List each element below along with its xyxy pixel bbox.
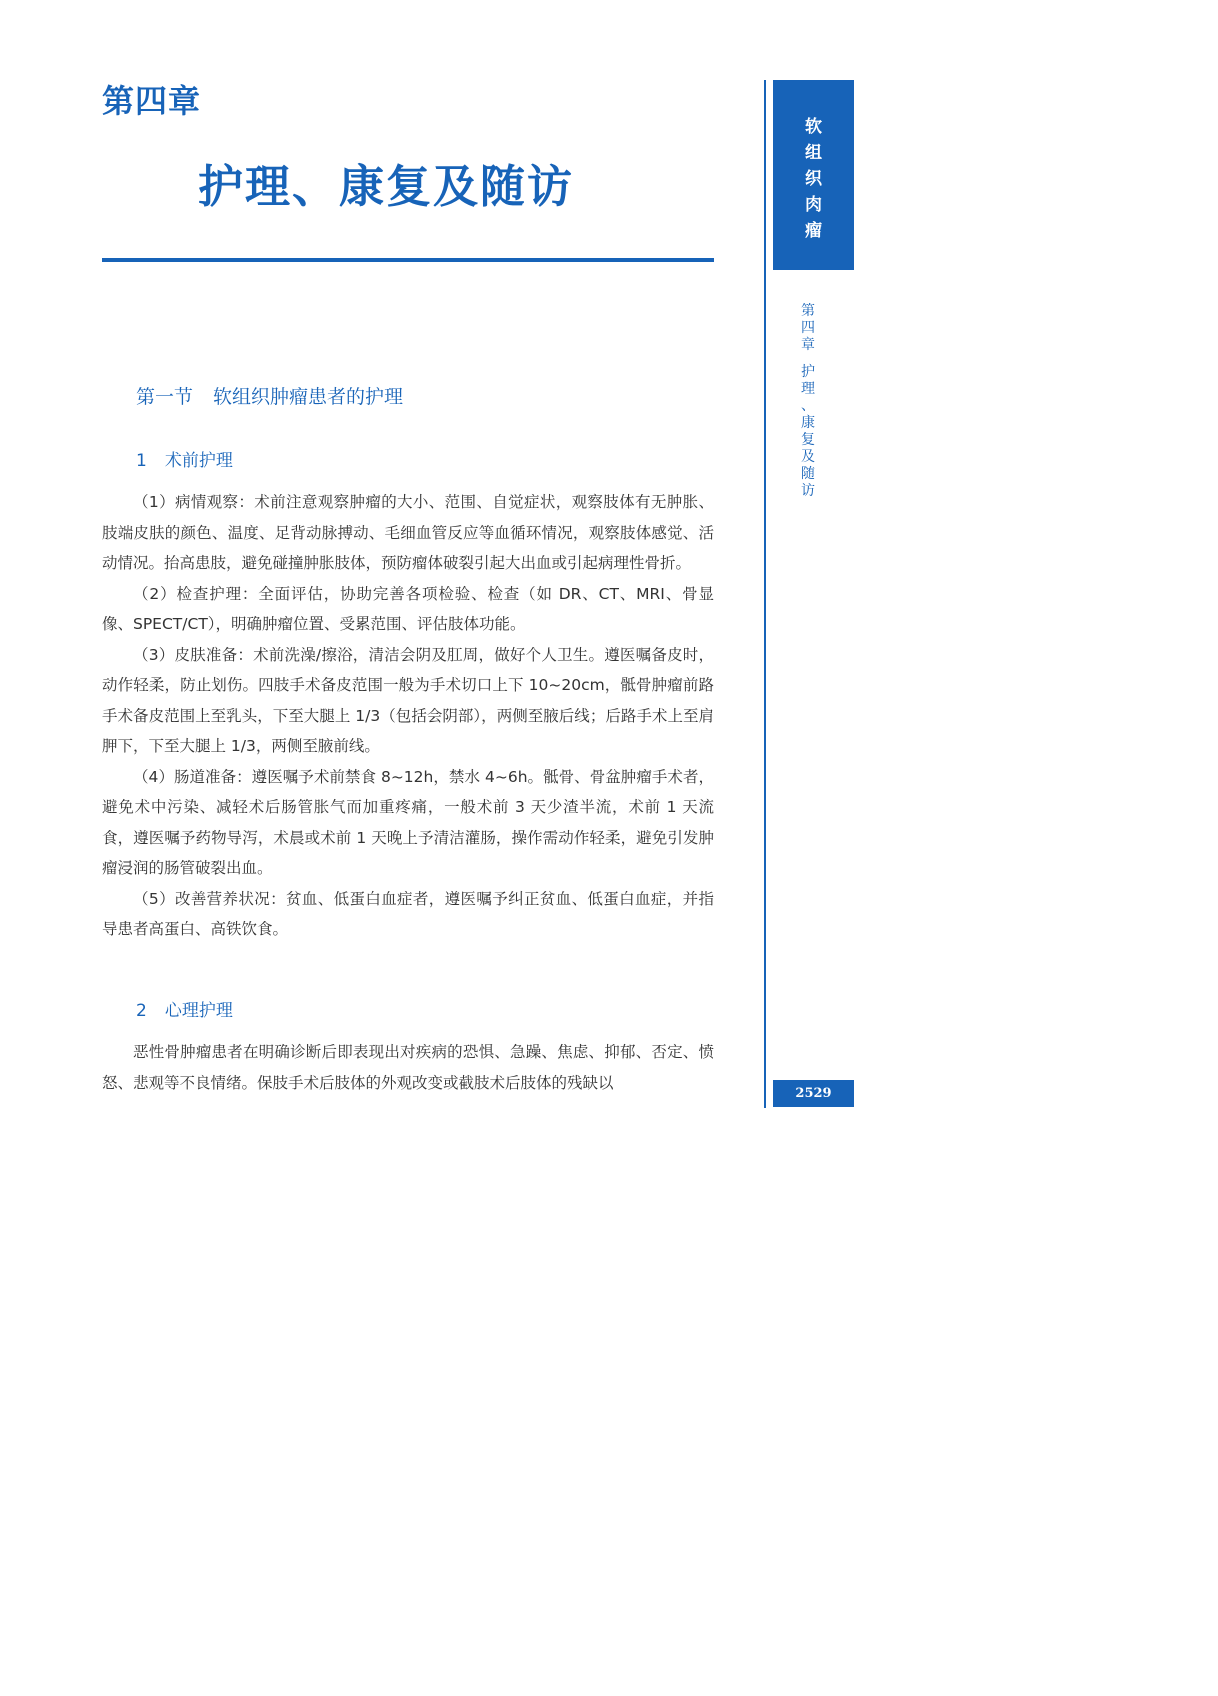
subheading-title: 心理护理	[164, 1001, 233, 1021]
subheading-number: 1	[136, 451, 147, 471]
side-tab-char: 瘤	[805, 221, 822, 241]
side-tab-char: 织	[805, 169, 822, 189]
side-chapter-title	[795, 303, 821, 500]
side-tab-char: 肉	[805, 195, 822, 215]
side-chapter-char: 复	[801, 432, 815, 448]
paragraph: （1）病情观察：术前注意观察肿瘤的大小、范围、自觉症状，观察肢体有无肿胀、肢端皮肤的颜色、温度、足背动脉搏动、毛细血管反应等血循环情况，观察肢体感觉、活动情况。抬高患肢，避免碰撞肿胀肢体，预防瘤体破裂引起大出血或引起病理性骨折。	[102, 493, 714, 572]
paragraph: （3）皮肤准备：术前洗澡/擦浴，清洁会阴及肛周，做好个人卫生。遵医嘱备皮时，动作轻柔，防止划伤。四肢手术备皮范围一般为手术切口上下 10~20cm，骶骨肿瘤前路手术备皮范围上至乳头，下至大腿上 1/3（包括会阴部），两侧至腋后线；后路手术上至肩胛下，下至大腿上 1/3，两侧至腋前线。	[102, 645, 714, 755]
side-chapter-char: 、	[801, 398, 815, 414]
side-rule	[764, 80, 766, 1108]
section-heading	[136, 382, 403, 409]
side-chapter-char: 康	[801, 415, 815, 431]
side-chapter-char: 四	[801, 320, 815, 336]
subheading-title: 术前护理	[164, 451, 233, 471]
chapter-title: 护理、康复及随访	[198, 160, 575, 213]
subheading-number: 2	[136, 1001, 147, 1021]
side-chapter-char: 第	[801, 303, 815, 319]
psych-text-block	[102, 1037, 714, 1098]
side-chapter-char: 章	[801, 337, 815, 353]
side-tab-char: 软	[805, 117, 822, 137]
side-chapter-char: 理	[801, 381, 815, 397]
chapter-label: 第四章	[102, 82, 202, 120]
side-chapter-char: 及	[801, 449, 815, 465]
side-tab	[773, 80, 854, 270]
page-number: 2529	[773, 1080, 854, 1107]
side-chapter-char: 护	[801, 364, 815, 380]
side-tab-char: 组	[805, 143, 822, 163]
subheading-psych	[136, 996, 233, 1021]
subheading-preop	[136, 446, 233, 471]
side-chapter-char: 访	[801, 483, 815, 499]
side-chapter-char: 随	[801, 466, 815, 482]
preop-text-block	[102, 487, 714, 945]
section-number: 第一节	[136, 386, 194, 408]
paragraph: （4）肠道准备：遵医嘱予术前禁食 8~12h，禁水 4~6h。骶骨、骨盆肿瘤手术者，避免术中污染、减轻术后肠管胀气而加重疼痛，一般术前 3 天少渣半流，术前 1 天流食，遵医嘱予药物导泻，术晨或术前 1 天晚上予清洁灌肠，操作需动作轻柔，避免引发肿瘤浸润的肠管破裂出血。	[102, 767, 714, 877]
paragraph: （2）检查护理：全面评估，协助完善各项检验、检查（如 DR、CT、MRI、骨显像、SPECT/CT），明确肿瘤位置、受累范围、评估肢体功能。	[102, 584, 714, 633]
title-rule	[102, 258, 714, 262]
paragraph: （5）改善营养状况：贫血、低蛋白血症者，遵医嘱予纠正贫血、低蛋白血症，并指导患者高蛋白、高铁饮食。	[102, 889, 714, 938]
section-title: 软组织肿瘤患者的护理	[213, 386, 404, 408]
paragraph: 恶性骨肿瘤患者在明确诊断后即表现出对疾病的恐惧、急躁、焦虑、抑郁、否定、愤怒、悲观等不良情绪。保肢手术后肢体的外观改变或截肢术后肢体的残缺以	[102, 1043, 714, 1092]
